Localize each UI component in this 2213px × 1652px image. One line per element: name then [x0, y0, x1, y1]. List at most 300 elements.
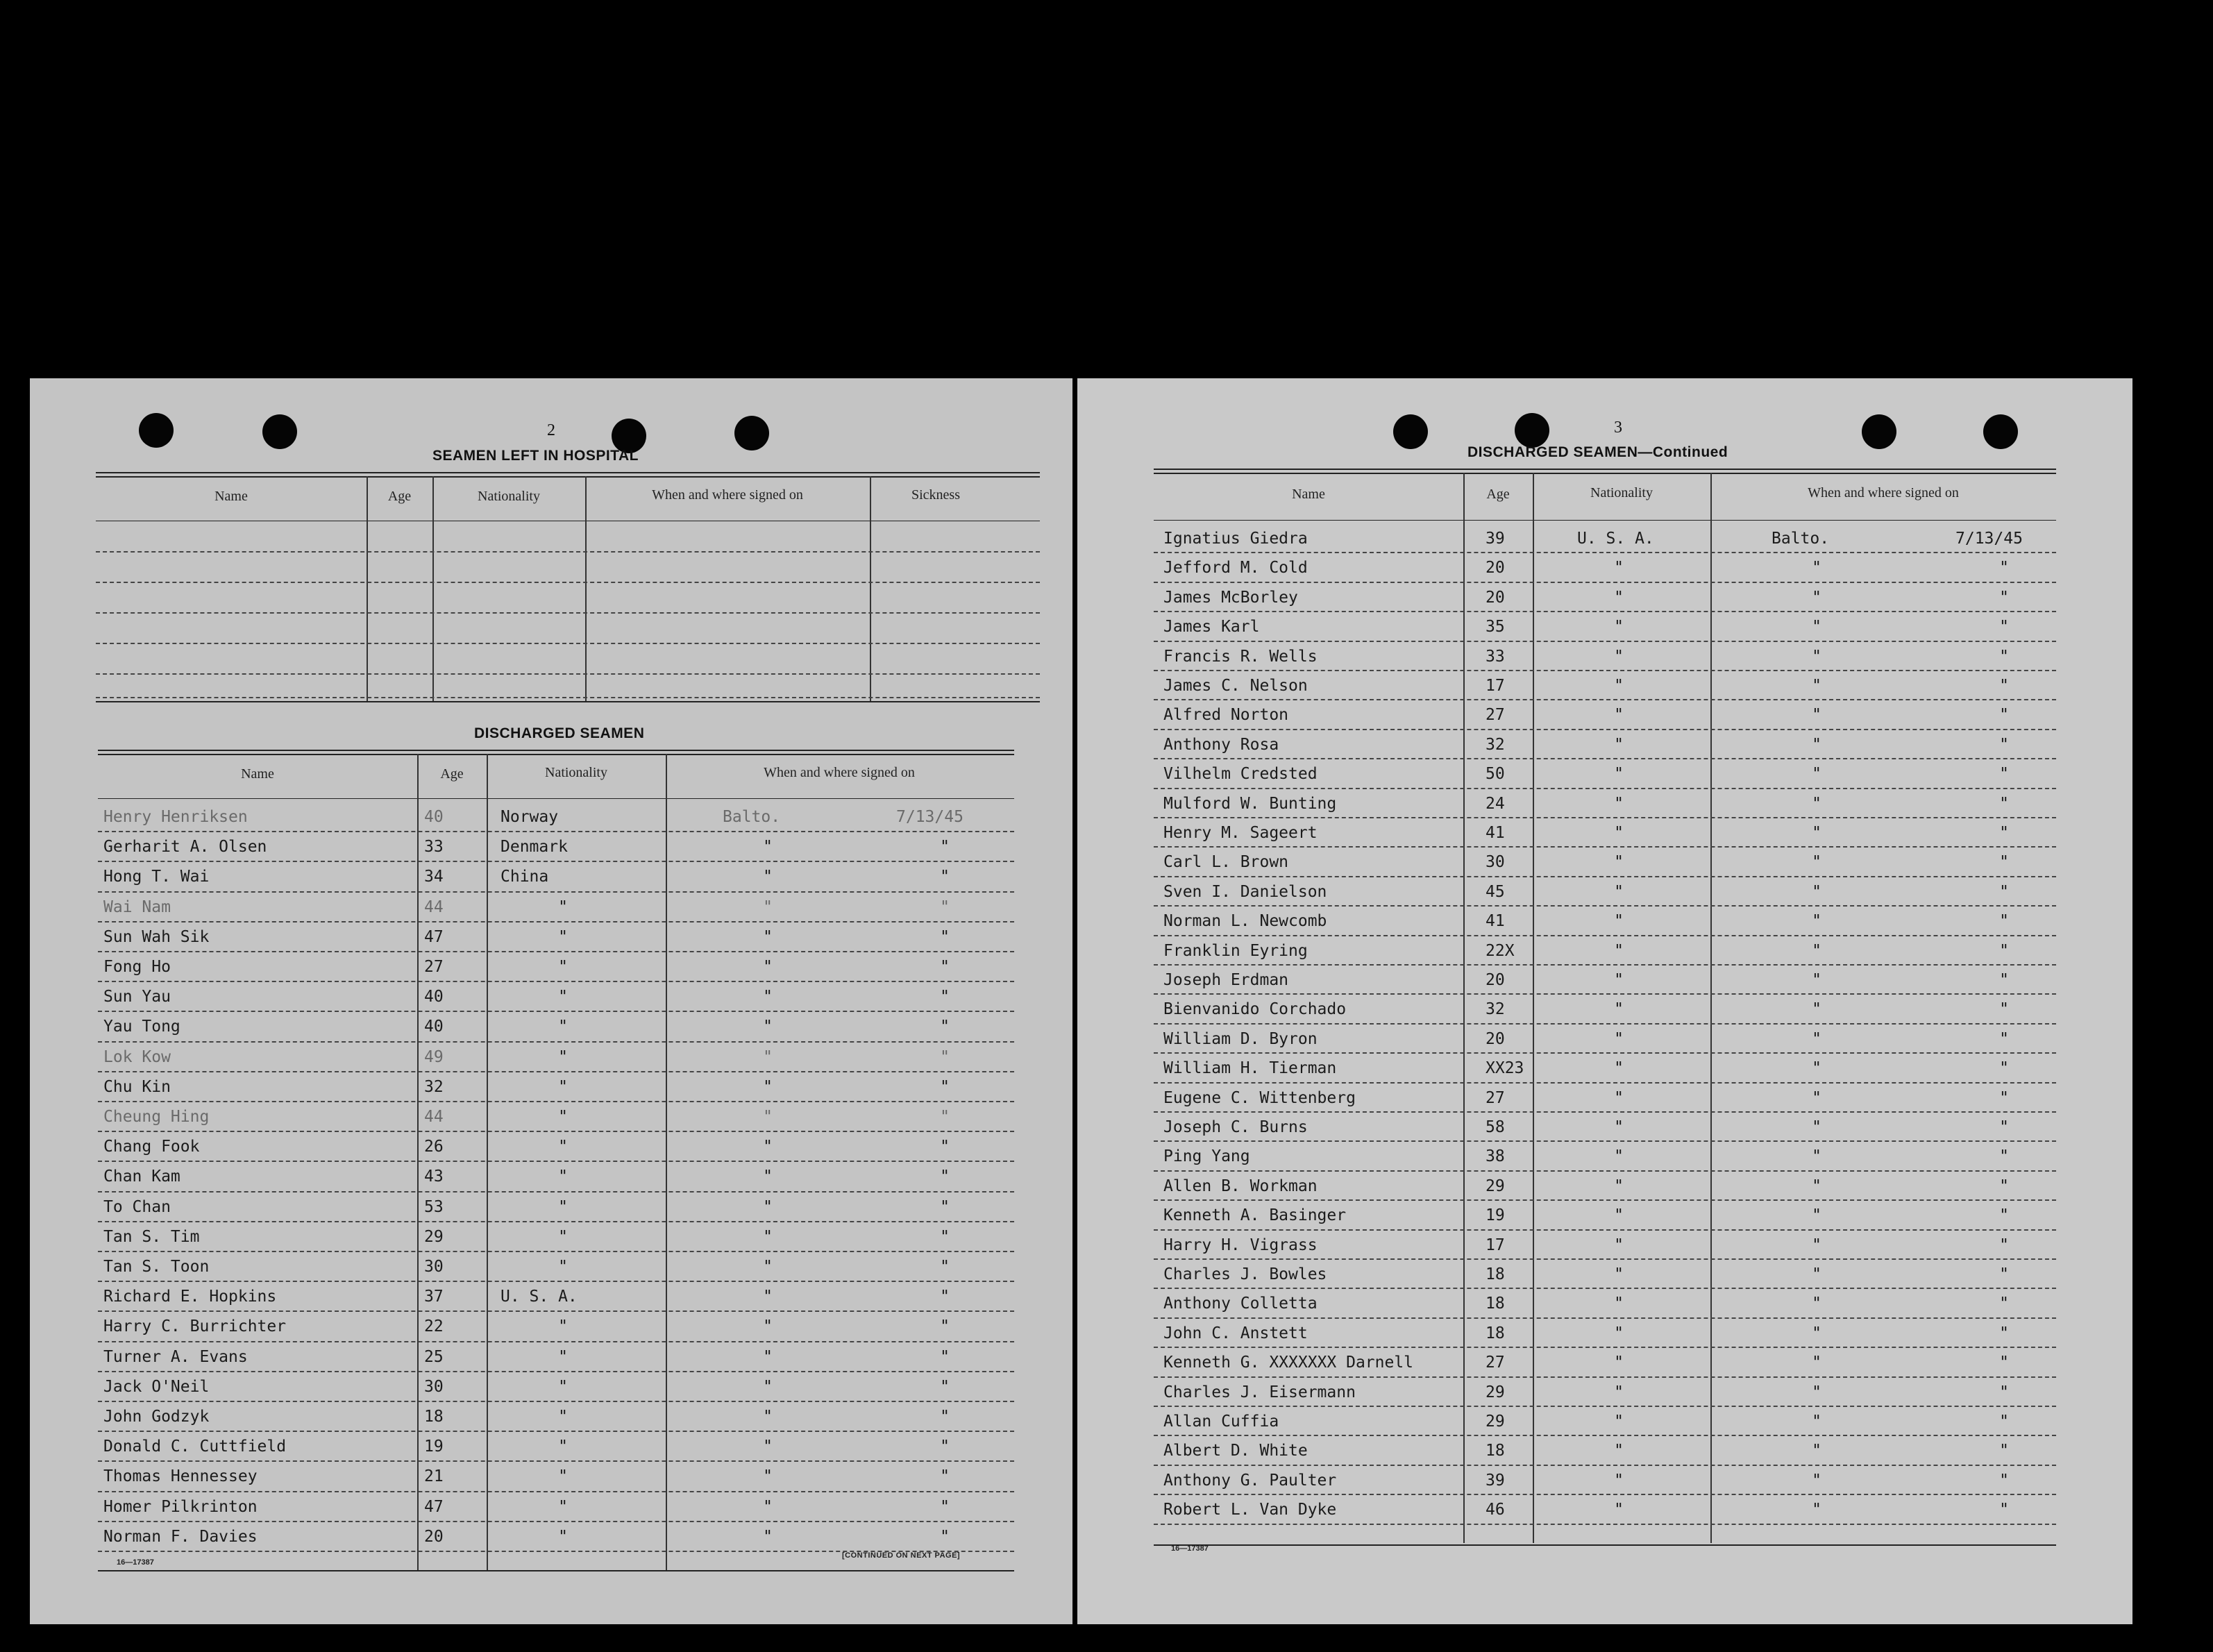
seaman-age: 18 — [1486, 1324, 1505, 1342]
form-code: 16—17387 — [1171, 1544, 1209, 1553]
signed-on-date: " — [940, 1377, 950, 1396]
signed-on-date: " — [940, 1227, 950, 1246]
signed-on-date: " — [1999, 647, 2009, 666]
title-continued: —Continued — [1638, 444, 1728, 460]
table-row — [98, 1252, 1014, 1282]
table-row — [1154, 1436, 2056, 1465]
hospital-section-title: SEAMEN LEFT IN HOSPITAL — [432, 448, 639, 464]
signed-on-date: " — [1999, 1206, 2009, 1225]
signed-on-place: " — [763, 1258, 773, 1276]
signed-on-place: " — [763, 1018, 773, 1036]
signed-on-date: " — [1999, 1295, 2009, 1313]
signed-on-date: " — [1999, 588, 2009, 607]
seaman-name: Charles J. Eisermann — [1163, 1383, 1356, 1401]
signed-on-place: " — [763, 1288, 773, 1306]
seaman-nationality: Norway — [500, 808, 559, 826]
table-row — [1154, 966, 2056, 995]
seaman-age: 41 — [1486, 912, 1505, 931]
signed-on-date: " — [940, 838, 950, 857]
seaman-age: 24 — [1486, 794, 1505, 813]
seaman-nationality: " — [1614, 1177, 1624, 1195]
seaman-name: Turner A. Evans — [103, 1347, 248, 1366]
table-row — [98, 1372, 1014, 1402]
seaman-age: 32 — [424, 1077, 444, 1096]
continued-note: [CONTINUED ON NEXT PAGE] — [842, 1551, 961, 1560]
seaman-name: Homer Pilkrinton — [103, 1497, 258, 1516]
signed-on-place: " — [1812, 971, 1821, 989]
seaman-age: 34 — [424, 868, 444, 886]
seaman-nationality: " — [1614, 1354, 1624, 1372]
col-header-age: Age — [440, 766, 464, 782]
signed-on-place: " — [1812, 588, 1821, 607]
table-row — [1154, 907, 2056, 936]
seaman-nationality: " — [1614, 706, 1624, 725]
signed-on-place: " — [763, 1377, 773, 1396]
seaman-age: 27 — [1486, 706, 1505, 725]
seaman-nationality: " — [558, 1317, 568, 1336]
seaman-name: Chan Kam — [103, 1168, 180, 1186]
seaman-age: 40 — [424, 1018, 444, 1036]
signed-on-date: 7/13/45 — [896, 808, 964, 826]
table-row — [96, 615, 1040, 644]
seaman-age: 32 — [1486, 735, 1505, 754]
seaman-age: 33 — [424, 838, 444, 857]
table-row — [1154, 818, 2056, 848]
seaman-nationality: " — [1614, 1442, 1624, 1460]
seaman-name: Gerharit A. Olsen — [103, 838, 267, 857]
signed-on-date: " — [940, 1408, 950, 1426]
seaman-nationality: " — [1614, 1295, 1624, 1313]
seaman-nationality: Denmark — [500, 838, 568, 857]
table-row — [1154, 759, 2056, 789]
binder-hole — [1862, 414, 1896, 449]
col-header-name: Name — [214, 489, 248, 504]
signed-on-date: 7/13/45 — [1955, 530, 2023, 548]
signed-on-date: " — [1999, 971, 2009, 989]
signed-on-date: " — [940, 1347, 950, 1366]
seaman-age: 33 — [1486, 647, 1505, 666]
table-row — [1154, 1054, 2056, 1083]
seaman-age: 18 — [1486, 1265, 1505, 1283]
seaman-name: Francis R. Wells — [1163, 647, 1318, 666]
signed-on-date: " — [1999, 1177, 2009, 1195]
signed-on-place: Balto. — [723, 808, 781, 826]
table-row — [98, 1402, 1014, 1432]
signed-on-place: " — [763, 838, 773, 857]
signed-on-place: " — [763, 988, 773, 1006]
table-row — [1154, 524, 2056, 553]
seaman-age: 37 — [424, 1288, 444, 1306]
table-row — [98, 1312, 1014, 1342]
table-row — [98, 922, 1014, 952]
seaman-nationality: " — [1614, 912, 1624, 931]
binder-hole — [139, 413, 174, 448]
seaman-age: 47 — [424, 927, 444, 946]
seaman-nationality: " — [1614, 735, 1624, 754]
table-row — [1154, 1466, 2056, 1495]
seaman-nationality: " — [558, 1377, 568, 1396]
seaman-age: 29 — [1486, 1177, 1505, 1195]
seaman-nationality: " — [1614, 1118, 1624, 1136]
table-row — [1154, 1113, 2056, 1142]
signed-on-date: " — [1999, 1471, 2009, 1490]
signed-on-date: " — [940, 1258, 950, 1276]
table-row — [98, 1192, 1014, 1222]
seaman-name: Joseph Erdman — [1163, 971, 1289, 989]
table-row — [96, 584, 1040, 614]
seaman-name: Carl L. Brown — [1163, 853, 1289, 872]
seaman-age: 30 — [1486, 853, 1505, 872]
col-header-sickness: Sickness — [911, 487, 960, 503]
discharged-table-right — [1154, 469, 2056, 1551]
table-row — [1154, 1407, 2056, 1436]
seaman-nationality: " — [558, 1047, 568, 1066]
binder-hole — [1515, 413, 1549, 448]
table-row — [96, 554, 1040, 583]
seaman-name: Joseph C. Burns — [1163, 1118, 1308, 1136]
seaman-name: Franklin Eyring — [1163, 941, 1308, 960]
signed-on-date: " — [940, 1527, 950, 1546]
seaman-name: John Godzyk — [103, 1408, 210, 1426]
seaman-age: 44 — [424, 1108, 444, 1126]
col-header-signed-on: When and where signed on — [652, 487, 803, 503]
signed-on-place: " — [1812, 1236, 1821, 1254]
seaman-nationality: " — [558, 1347, 568, 1366]
seaman-nationality: " — [1614, 1206, 1624, 1225]
signed-on-place: " — [763, 1317, 773, 1336]
signed-on-date: " — [1999, 1501, 2009, 1519]
signed-on-date: " — [1999, 1383, 2009, 1401]
signed-on-date: " — [940, 1077, 950, 1096]
seaman-nationality: " — [1614, 941, 1624, 960]
seaman-age: 18 — [424, 1408, 444, 1426]
binder-hole — [1393, 414, 1428, 449]
seaman-age: 38 — [1486, 1147, 1505, 1166]
binder-hole — [262, 414, 297, 449]
signed-on-date: " — [1999, 618, 2009, 637]
signed-on-place: " — [1812, 1000, 1821, 1019]
signed-on-date: " — [1999, 1442, 2009, 1460]
seaman-name: Norman L. Newcomb — [1163, 912, 1327, 931]
seaman-nationality: U. S. A. — [500, 1288, 578, 1306]
seaman-nationality: " — [1614, 824, 1624, 842]
seaman-name: Anthony Rosa — [1163, 735, 1279, 754]
seaman-name: Richard E. Hopkins — [103, 1288, 277, 1306]
table-row — [98, 1432, 1014, 1462]
signed-on-place: " — [1812, 1265, 1821, 1283]
seaman-nationality: " — [558, 1138, 568, 1156]
table-row — [98, 1522, 1014, 1552]
table-row — [98, 1162, 1014, 1192]
seaman-name: Sven I. Danielson — [1163, 882, 1327, 901]
seaman-age: 20 — [1486, 588, 1505, 607]
seaman-name: Tan S. Tim — [103, 1227, 200, 1246]
signed-on-date: " — [940, 1197, 950, 1216]
signed-on-place: " — [1812, 1383, 1821, 1401]
signed-on-place: " — [1812, 1118, 1821, 1136]
table-row — [98, 1043, 1014, 1072]
table-row — [98, 862, 1014, 892]
seaman-age: 18 — [1486, 1442, 1505, 1460]
seaman-age: 26 — [424, 1138, 444, 1156]
left-page — [30, 378, 1072, 1624]
seaman-age: 44 — [424, 897, 444, 916]
table-row — [1154, 612, 2056, 641]
seaman-nationality: " — [1614, 794, 1624, 813]
seaman-nationality: " — [558, 958, 568, 976]
signed-on-place: " — [763, 1197, 773, 1216]
signed-on-place: " — [1812, 1501, 1821, 1519]
seaman-name: Cheung Hing — [103, 1108, 210, 1126]
seaman-age: 53 — [424, 1197, 444, 1216]
seaman-age: 22X — [1486, 941, 1515, 960]
seaman-nationality: " — [558, 1527, 568, 1546]
signed-on-place: " — [1812, 1354, 1821, 1372]
table-row — [1154, 642, 2056, 671]
seaman-age: 22 — [424, 1317, 444, 1336]
signed-on-place: " — [1812, 1442, 1821, 1460]
binder-hole — [734, 416, 769, 450]
signed-on-place: " — [763, 1438, 773, 1456]
seaman-name: James C. Nelson — [1163, 677, 1308, 695]
seaman-name: Tan S. Toon — [103, 1258, 210, 1276]
seaman-name: Bienvanido Corchado — [1163, 1000, 1347, 1019]
seaman-name: Ignatius Giedra — [1163, 530, 1308, 548]
signed-on-place: " — [1812, 1471, 1821, 1490]
signed-on-place: " — [763, 1527, 773, 1546]
seaman-nationality: " — [1614, 1383, 1624, 1401]
seaman-nationality: " — [558, 1438, 568, 1456]
seaman-age: 30 — [424, 1377, 444, 1396]
seaman-nationality: " — [1614, 765, 1624, 784]
seaman-nationality: " — [1614, 559, 1624, 578]
seaman-age: 20 — [1486, 559, 1505, 578]
discharged-table-left — [98, 750, 1014, 1576]
table-row — [1154, 1289, 2056, 1318]
seaman-age: 41 — [1486, 824, 1505, 842]
hospital-table — [96, 472, 1040, 708]
seaman-name: William D. Byron — [1163, 1029, 1318, 1048]
signed-on-date: " — [1999, 765, 2009, 784]
table-row — [98, 1282, 1014, 1312]
signed-on-place: " — [1812, 677, 1821, 695]
seaman-nationality: " — [1614, 1501, 1624, 1519]
seaman-name: Wai Nam — [103, 897, 171, 916]
right-page — [1077, 378, 2132, 1624]
seaman-age: 29 — [1486, 1383, 1505, 1401]
signed-on-place: " — [1812, 1295, 1821, 1313]
signed-on-date: " — [1999, 735, 2009, 754]
signed-on-place: " — [1812, 735, 1821, 754]
seaman-age: 58 — [1486, 1118, 1505, 1136]
seaman-nationality: " — [1614, 1324, 1624, 1342]
seaman-name: Allan Cuffia — [1163, 1413, 1279, 1431]
table-row — [1154, 789, 2056, 818]
seaman-nationality: U. S. A. — [1577, 530, 1654, 548]
signed-on-place: " — [1812, 1206, 1821, 1225]
table-row — [98, 982, 1014, 1012]
signed-on-date: " — [940, 1018, 950, 1036]
signed-on-place: " — [1812, 912, 1821, 931]
seaman-age: 18 — [1486, 1295, 1505, 1313]
table-row — [98, 832, 1014, 862]
col-header-age: Age — [387, 489, 412, 504]
table-row — [96, 646, 1040, 675]
signed-on-date: " — [940, 1497, 950, 1516]
table-row — [1154, 583, 2056, 612]
signed-on-place: " — [763, 1047, 773, 1066]
seaman-age: 19 — [1486, 1206, 1505, 1225]
table-row — [98, 1102, 1014, 1132]
table-row — [98, 1222, 1014, 1252]
signed-on-date: " — [940, 1288, 950, 1306]
signed-on-place: " — [1812, 794, 1821, 813]
signed-on-date: " — [1999, 882, 2009, 901]
table-row — [1154, 1231, 2056, 1260]
signed-on-date: " — [1999, 559, 2009, 578]
table-row — [96, 523, 1040, 553]
seaman-name: John C. Anstett — [1163, 1324, 1308, 1342]
seaman-nationality: " — [558, 927, 568, 946]
table-row — [1154, 1348, 2056, 1377]
seaman-name: Thomas Hennessey — [103, 1467, 258, 1486]
seaman-nationality: China — [500, 868, 549, 886]
table-row — [98, 1492, 1014, 1522]
seaman-nationality: " — [1614, 1265, 1624, 1283]
signed-on-date: " — [1999, 1265, 2009, 1283]
signed-on-place: " — [1812, 1147, 1821, 1166]
signed-on-place: " — [1812, 706, 1821, 725]
table-row — [1154, 1172, 2056, 1201]
signed-on-place: " — [763, 1467, 773, 1486]
seaman-age: 20 — [1486, 1029, 1505, 1048]
seaman-nationality: " — [1614, 677, 1624, 695]
signed-on-date: " — [940, 1317, 950, 1336]
table-row — [1154, 700, 2056, 730]
signed-on-place: " — [1812, 824, 1821, 842]
table-row — [1154, 1201, 2056, 1230]
seaman-name: Eugene C. Wittenberg — [1163, 1088, 1356, 1107]
signed-on-place: " — [763, 958, 773, 976]
signed-on-place: " — [763, 1408, 773, 1426]
signed-on-place: " — [1812, 647, 1821, 666]
seaman-name: Mulford W. Bunting — [1163, 794, 1337, 813]
signed-on-place: " — [1812, 559, 1821, 578]
signed-on-place: " — [1812, 765, 1821, 784]
seaman-age: 46 — [1486, 1501, 1505, 1519]
seaman-nationality: " — [1614, 1059, 1624, 1078]
signed-on-date: " — [940, 868, 950, 886]
seaman-nationality: " — [1614, 1236, 1624, 1254]
seaman-name: Kenneth A. Basinger — [1163, 1206, 1347, 1225]
signed-on-place: " — [763, 1227, 773, 1246]
table-row — [1154, 995, 2056, 1024]
seaman-name: Harry C. Burrichter — [103, 1317, 287, 1336]
col-header-signed-on: When and where signed on — [1808, 485, 1959, 500]
page-number: 3 — [1614, 419, 1622, 437]
seaman-nationality: " — [1614, 1471, 1624, 1490]
seaman-nationality: " — [1614, 1413, 1624, 1431]
table-row — [1154, 1378, 2056, 1407]
seaman-nationality: " — [558, 1108, 568, 1126]
discharged-continued-title — [1467, 444, 1728, 461]
seaman-name: James Karl — [1163, 618, 1260, 637]
seaman-age: 27 — [424, 958, 444, 976]
table-row — [1154, 1142, 2056, 1171]
signed-on-date: " — [1999, 912, 2009, 931]
seaman-name: Albert D. White — [1163, 1442, 1308, 1460]
seaman-name: Sun Yau — [103, 988, 171, 1006]
table-row — [96, 676, 1040, 698]
seaman-age: 29 — [424, 1227, 444, 1246]
signed-on-date: " — [1999, 1147, 2009, 1166]
table-row — [98, 1072, 1014, 1102]
col-header-name: Name — [241, 766, 274, 782]
signed-on-place: " — [1812, 1413, 1821, 1431]
seaman-name: Hong T. Wai — [103, 868, 210, 886]
seaman-name: Charles J. Bowles — [1163, 1265, 1327, 1283]
seaman-nationality: " — [558, 897, 568, 916]
signed-on-date: " — [1999, 1413, 2009, 1431]
table-row — [1154, 671, 2056, 700]
seaman-age: 40 — [424, 988, 444, 1006]
seaman-age: 47 — [424, 1497, 444, 1516]
table-row — [1154, 553, 2056, 582]
seaman-age: 17 — [1486, 1236, 1505, 1254]
col-header-age: Age — [1486, 487, 1510, 502]
seaman-age: 21 — [424, 1467, 444, 1486]
seaman-name: Fong Ho — [103, 958, 171, 976]
seaman-age: 30 — [424, 1258, 444, 1276]
seaman-age: 32 — [1486, 1000, 1505, 1019]
table-row — [98, 893, 1014, 922]
seaman-name: Alfred Norton — [1163, 706, 1289, 725]
signed-on-place: " — [763, 1108, 773, 1126]
signed-on-date: " — [940, 1467, 950, 1486]
signed-on-place: " — [763, 1138, 773, 1156]
signed-on-place: " — [1812, 1029, 1821, 1048]
seaman-age: 45 — [1486, 882, 1505, 901]
seaman-nationality: " — [1614, 853, 1624, 872]
seaman-nationality: " — [558, 1258, 568, 1276]
signed-on-place: " — [763, 1077, 773, 1096]
seaman-name: Donald C. Cuttfield — [103, 1438, 287, 1456]
signed-on-date: " — [1999, 677, 2009, 695]
seaman-nationality: " — [1614, 1000, 1624, 1019]
signed-on-place: Balto. — [1772, 530, 1830, 548]
seaman-age: 20 — [1486, 971, 1505, 989]
seaman-nationality: " — [1614, 588, 1624, 607]
signed-on-place: " — [763, 1347, 773, 1366]
seaman-age: 29 — [1486, 1413, 1505, 1431]
table-row — [98, 1342, 1014, 1372]
seaman-nationality: " — [558, 1497, 568, 1516]
seaman-age: 25 — [424, 1347, 444, 1366]
seaman-name: Lok Kow — [103, 1047, 171, 1066]
signed-on-place: " — [1812, 618, 1821, 637]
table-row — [98, 1012, 1014, 1042]
seaman-name: William H. Tierman — [1163, 1059, 1337, 1078]
seaman-nationality: " — [558, 1077, 568, 1096]
signed-on-date: " — [1999, 794, 2009, 813]
seaman-name: Norman F. Davies — [103, 1527, 258, 1546]
signed-on-place: " — [1812, 1324, 1821, 1342]
seaman-age: 17 — [1486, 677, 1505, 695]
table-row — [1154, 1025, 2056, 1054]
seaman-name: Anthony Colletta — [1163, 1295, 1318, 1313]
seaman-name: Yau Tong — [103, 1018, 180, 1036]
signed-on-date: " — [940, 897, 950, 916]
